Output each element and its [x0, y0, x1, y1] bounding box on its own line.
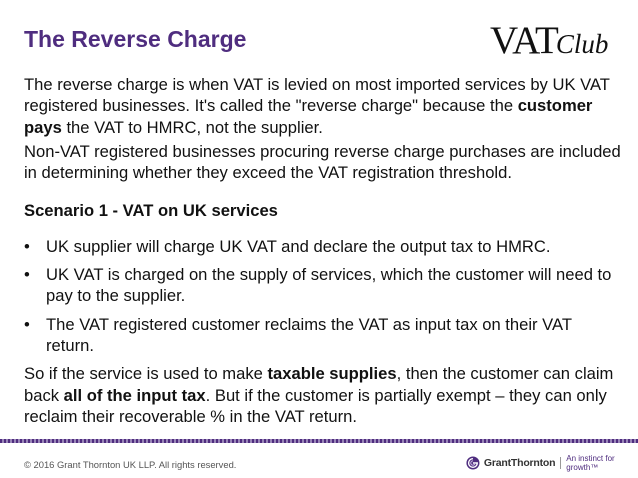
bullet-text: The VAT registered customer reclaims the VAT as input tax on their VAT return. [46, 314, 572, 355]
conclusion-text-a: So if the service is used to make [24, 364, 268, 384]
bullet-text: UK supplier will charge UK VAT and declare the output tax to HMRC. [46, 236, 551, 256]
grant-thornton-logo [466, 453, 638, 473]
intro-text-a: The reverse charge is when VAT is levied on most imported services by UK VAT registered businesses. It's called the "reverse charge" because the [24, 75, 610, 116]
paragraph-conclusion [24, 363, 622, 427]
bullet-icon: • [24, 314, 30, 334]
slide-title: The Reverse Charge [24, 26, 247, 52]
list-item [24, 314, 622, 357]
list-item [24, 264, 622, 307]
intro-bold-customer-pays: customer pays [24, 96, 593, 137]
brand-separator [560, 457, 561, 469]
bullet-icon: • [24, 236, 30, 256]
conclusion-text-b: , then the customer can claim back [24, 364, 614, 405]
copyright-text: © 2016 Grant Thornton UK LLP. All rights reserved. [24, 459, 237, 470]
grant-thornton-emblem-icon [466, 455, 480, 471]
bullet-text: UK VAT is charged on the supply of services, which the customer will need to pay to the supplier. [46, 265, 612, 306]
intro-text-b: the VAT to HMRC, not the supplier. [61, 117, 323, 137]
brand-tagline: An instinct for growth™ [566, 454, 615, 472]
conclusion-bold-input-tax: all of the input tax [63, 385, 206, 405]
conclusion-text-c: . But if the customer is partially exempt – they can only reclaim their recoverable % in the VAT return. [24, 385, 607, 426]
vatclub-logo [490, 18, 609, 62]
logo-vat-text: VAT [490, 19, 558, 62]
brand-name: GrantThornton [483, 457, 556, 469]
scenario-heading: Scenario 1 - VAT on UK services [24, 201, 278, 221]
footer-divider [0, 439, 638, 443]
paragraph-threshold: Non-VAT registered businesses procuring reverse charge purchases are included in determining whether they exceed the VAT registration threshold. [24, 141, 621, 183]
logo-club-text: Club [555, 29, 609, 59]
bullet-list [24, 236, 622, 356]
list-item [24, 236, 622, 257]
bullet-icon: • [24, 265, 30, 285]
conclusion-bold-taxable-supplies: taxable supplies [267, 364, 397, 384]
paragraph-intro [24, 74, 622, 138]
slide-body [24, 74, 622, 427]
